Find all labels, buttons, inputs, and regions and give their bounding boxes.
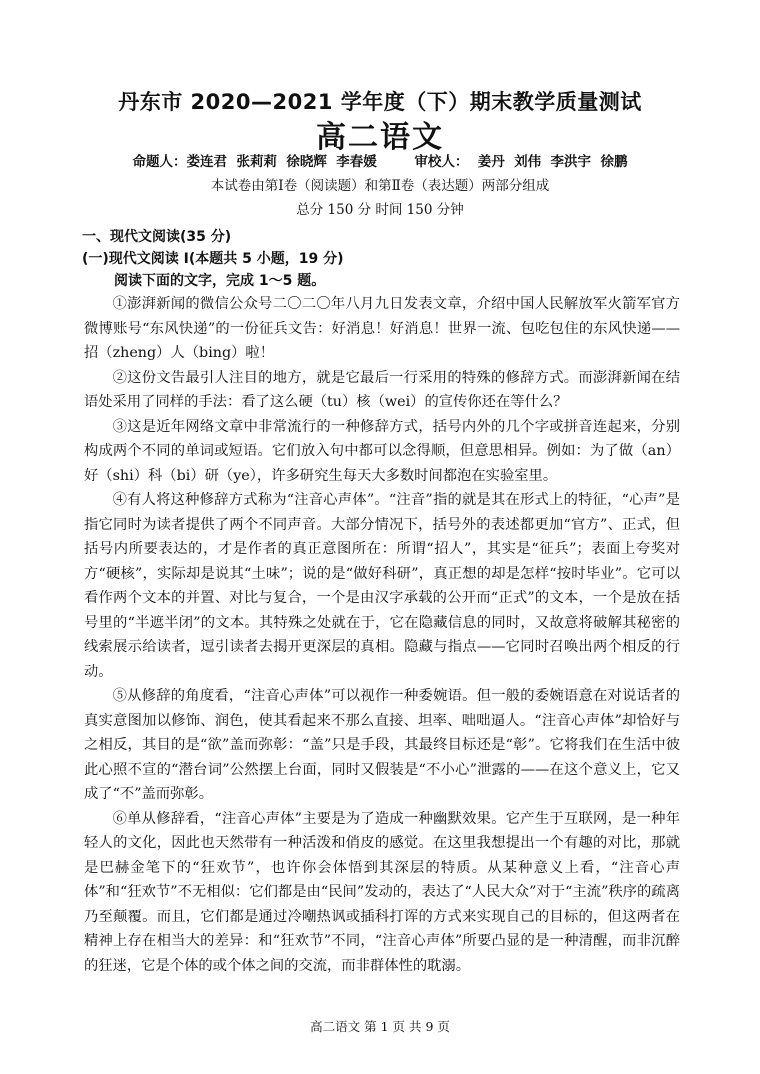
passage-paragraph-6: ⑥单从修辞看，“注音心声体”主要是为了造成一种幽默效果。它产生于互联网，是一种年轻人的文化，因此也天然带有一种活泼和俏皮的感觉。在这里我想提出一个有趣的对比，那就是巴赫金笔下的“狂欢节”，也许你会体悟到其深层的特质。从某种意义上看，“注音心声体”和“狂欢节”不无相似：它们都是由“民间”发动的，表达了“人民大众”对于“主流”秩序的疏离乃至颠覆。而且，它们都是通过冷嘲热讽或插科打诨的方式来实现自己的目标的，但这两者在精神上存在相当大的差异：和“狂欢节”不同，“注音心声体”所要凸显的是一种清醒，而非沉醉的狂迷，它是个体的或个体之间的交流，而非群体性的耽溺。 <box>84 810 680 974</box>
passage-paragraph-2: ②这份文告最引人注目的地方，就是它最后一行采用的特殊的修辞方式。而澎湃新闻在结语处采用了同样的手法：看了这么硬（tu）核（wei）的宣传你还在等什么？ <box>84 369 680 410</box>
exam-title: 丹东市 2020—2021 学年度（下）期末教学质量测试 <box>118 90 642 114</box>
subject-title: 高二语文 <box>316 120 444 155</box>
page-footer: 高二语文 第 1 页 共 9 页 <box>310 1019 450 1034</box>
section-heading: 一、现代文阅读(35 分) <box>82 229 232 245</box>
reading-passage <box>84 292 680 978</box>
paper-composition: 本试卷由第Ⅰ卷（阅读题）和第Ⅱ卷（表达题）两部分组成 <box>210 178 550 194</box>
section-subheading: (一)现代文阅读 I(本题共 5 小题，19 分) <box>82 251 344 267</box>
passage-paragraph-5: ⑤从修辞的角度看，“注音心声体”可以视作一种委婉语。但一般的委婉语意在对说话者的真实意图加以修饰、润色，使其看起来不那么直接、坦率、咄咄逼人。“注音心声体”却恰好与之相反，其目的是“欲”盖而弥彰：“盖”只是手段，其最终目标还是“彰”。它将我们在生活中彼此心照不宣的“潜台词”公然摆上台面，同时又假装是“不小心”泄露的——在这个意义上，它又成了“不”盖而弥彰。 <box>84 688 680 802</box>
staff-line: 命题人：娄连君 张莉莉 徐晓辉 李春媛 审校人： 姜丹 刘伟 李洪宇 徐鹏 <box>132 154 628 170</box>
score-and-time: 总分 150 分 时间 150 分钟 <box>296 202 464 218</box>
passage-paragraph-1: ①澎湃新闻的微信公众号二〇二〇年八月九日发表文章，介绍中国人民解放军火箭军官方微博账号“东风快递”的一份征兵文告：好消息！好消息！世界一流、包吃包住的东风快递——招（zheng）人（bing）啦！ <box>84 296 680 361</box>
passage-paragraph-4: ④有人将这种修辞方式称为“注音心声体”。“注音”指的就是其在形式上的特征，“心声”是指它同时为读者提供了两个不同声音。大部分情况下，括号外的表述都更加“官方”、正式，但括号内所要表达的，才是作者的真正意图所在：所谓“招人”，其实是“征兵”；表面上夸奖对方“硬核”，实际却是说其“土味”；说的是“做好科研”，真正想的却是怎样“按时毕业”。它可以看作两个文本的并置、对比与复合，一个是由汉字承载的公开而“正式”的文本，一个是放在括号里的“半遮半闭”的文本。其特殊之处就在于，它在隐藏信息的同时，又故意将破解其秘密的线索展示给读者，逗引读者去揭开更深层的真相。隐藏与指点——它同时召唤出两个相反的行动。 <box>84 492 680 680</box>
passage-paragraph-3: ③这是近年网络文章中非常流行的一种修辞方式，括号内外的几个字或拼音连起来，分别构成两个不同的单词或短语。它们放入句中都可以念得顺，但意思相异。例如：为了做（an）好（shi）科（bi）研（ye），许多研究生每天大多数时间都泡在实验室里。 <box>84 418 680 484</box>
reading-instruction: 阅读下面的文字，完成 1～5 题。 <box>114 273 326 289</box>
